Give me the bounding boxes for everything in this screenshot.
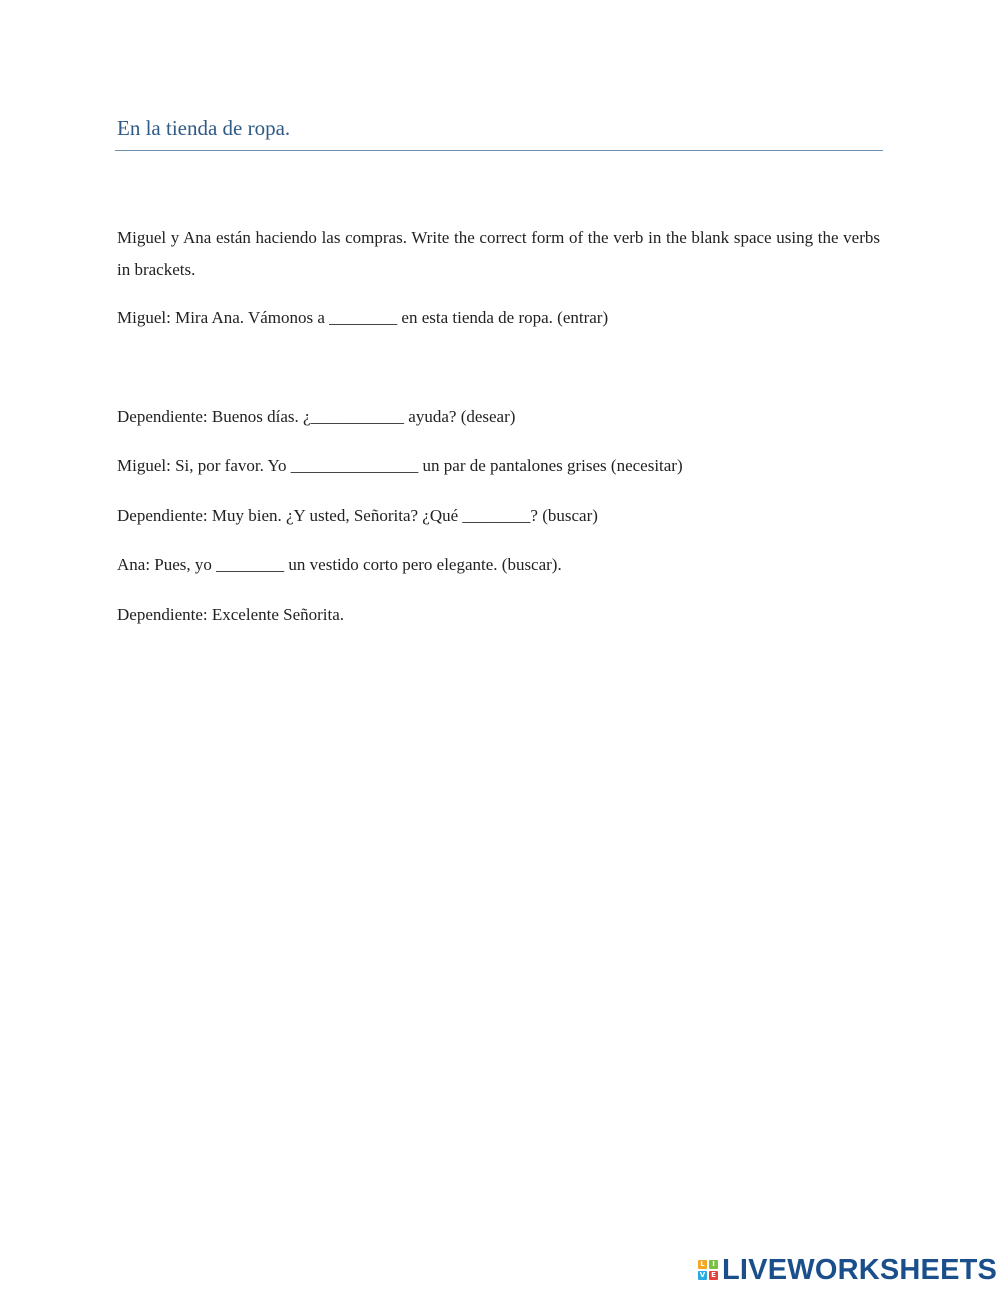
dialogue-line: Ana: Pues, yo ________ un vestido corto pero elegante. (buscar).: [117, 555, 562, 574]
liveworksheets-logo: [698, 1255, 997, 1285]
logo-block: I: [709, 1260, 718, 1269]
logo-blocks-icon: [698, 1260, 718, 1280]
dialogue-line: Dependiente: Excelente Señorita.: [117, 605, 345, 624]
dialogue-line: Miguel: Si, por favor. Yo _______________ un par de pantalones grises (necesitar): [117, 456, 683, 475]
logo-block: L: [698, 1260, 707, 1269]
dialogue-line: Dependiente: Buenos días. ¿___________ ayuda? (desear): [117, 407, 516, 426]
instructions-paragraph: Miguel y Ana están haciendo las compras. Write the correct form of the verb in the blank space using the verbs in brackets.: [117, 228, 880, 279]
logo-text: LIVEWORKSHEETS: [722, 1254, 998, 1286]
page-title: En la tienda de ropa.: [117, 116, 291, 140]
title-divider: [115, 150, 883, 151]
dialogue-line: Miguel: Mira Ana. Vámonos a ________ en esta tienda de ropa. (entrar): [117, 308, 609, 327]
logo-block: E: [709, 1271, 718, 1280]
dialogue-line: Dependiente: Muy bien. ¿Y usted, Señorita? ¿Qué ________? (buscar): [117, 506, 598, 525]
logo-block: V: [699, 1271, 706, 1279]
